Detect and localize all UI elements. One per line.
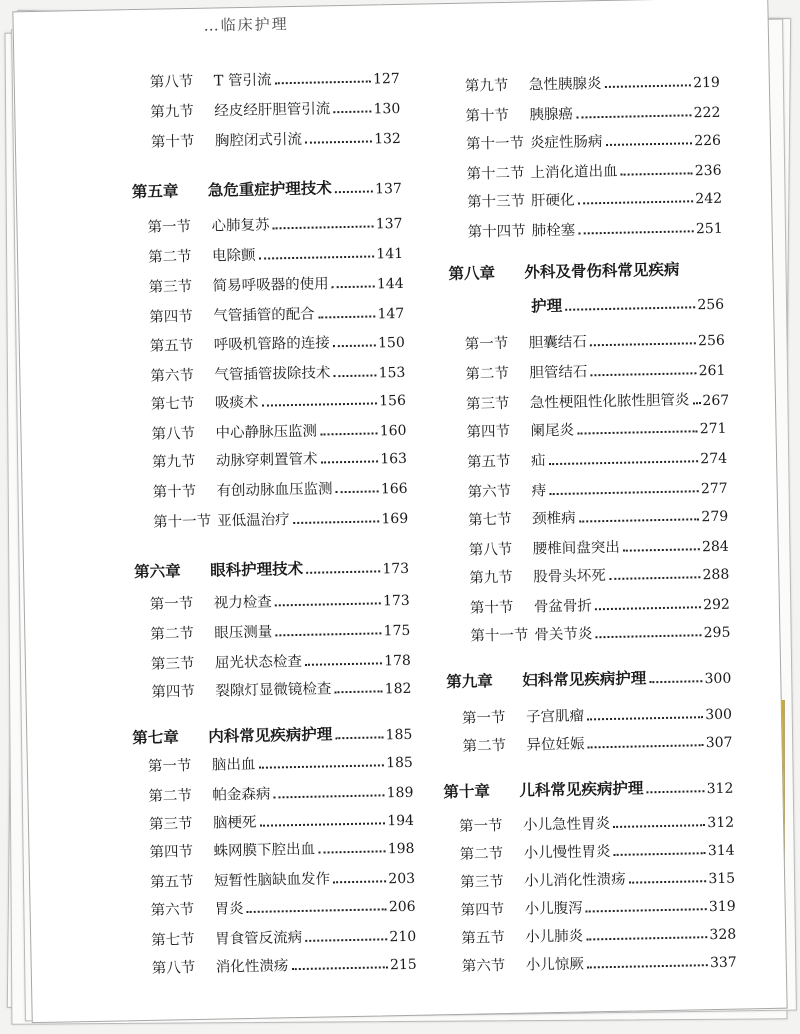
toc-chapter-entry: [446, 667, 731, 692]
entry-number: 第九节: [150, 103, 194, 121]
entry-title: 肺栓塞: [531, 222, 576, 240]
entry-number: 第九节: [151, 453, 196, 471]
toc-section-entry: [148, 781, 413, 806]
toc-section-entry: [148, 751, 413, 776]
entry-number: 第四节: [151, 683, 196, 701]
toc-section-entry: [150, 619, 410, 644]
toc-section-entry: [149, 302, 404, 327]
toc-section-entry: [151, 649, 411, 674]
leader-dots: [578, 230, 694, 234]
toc-section-entry: [468, 505, 728, 530]
entry-number: 第八节: [149, 73, 194, 91]
leader-dots: [590, 372, 696, 376]
entry-number: 第十四节: [467, 223, 526, 241]
leader-dots: [259, 255, 375, 259]
entry-number: 第三节: [148, 278, 193, 296]
toc-section-entry: [462, 731, 732, 756]
leader-dots: [565, 306, 695, 311]
entry-page-number: 173: [382, 560, 410, 578]
entry-title: 呼吸机管路的连接: [213, 335, 330, 354]
leader-dots: [336, 490, 379, 493]
entry-page-number: 279: [701, 508, 729, 526]
leader-dots: [260, 822, 386, 826]
entry-page-number: 206: [388, 898, 416, 916]
entry-number: 第三节: [150, 655, 195, 673]
toc-section-entry: [467, 477, 727, 502]
leader-dots: [335, 190, 373, 193]
leader-dots: [595, 606, 701, 610]
toc-section-entry: [470, 621, 730, 646]
toc-section-entry: [151, 419, 406, 444]
entry-page-number: 242: [695, 190, 723, 208]
leader-dots: [576, 114, 692, 118]
toc-chapter-entry: [448, 259, 723, 284]
leader-dots: [318, 315, 376, 318]
entry-title: T 管引流: [213, 72, 272, 90]
entry-title: 急性梗阻性化脓性胆管炎: [529, 392, 690, 412]
entry-title: 内科常见疾病护理: [208, 724, 333, 746]
entry-page-number: 203: [388, 870, 416, 888]
toc-section-entry: [462, 703, 732, 728]
entry-number: 第二节: [462, 738, 507, 755]
entry-title: 经皮经肝胆管引流: [214, 101, 331, 120]
entry-number: 第四节: [460, 902, 505, 919]
entry-page-number: 219: [692, 74, 721, 92]
entry-page-number: 132: [373, 130, 402, 148]
entry-page-number: 137: [375, 215, 403, 233]
entry-number: 第一节: [458, 818, 503, 835]
toc-section-entry: [467, 187, 722, 212]
leader-dots: [613, 824, 705, 828]
leader-dots: [335, 736, 383, 739]
entry-page-number: 288: [702, 566, 730, 584]
entry-title: 痔: [531, 483, 547, 500]
entry-title: 气管插管拔除技术: [214, 365, 331, 384]
entry-title: 小儿腹泻: [524, 900, 583, 918]
entry-page-number: 141: [376, 245, 404, 263]
entry-number: 第十一节: [465, 135, 525, 153]
entry-page-number: 185: [385, 754, 414, 772]
leader-dots: [586, 908, 707, 912]
entry-page-number: 215: [389, 956, 417, 974]
entry-number: 第四节: [149, 308, 193, 326]
entry-number: 第八节: [468, 541, 513, 559]
entry-number: 第一节: [147, 758, 192, 775]
toc-section-entry: [465, 71, 720, 96]
entry-page-number: 163: [380, 450, 408, 468]
leader-dots: [333, 110, 371, 113]
toc-section-entry: [150, 67, 400, 92]
entry-page-number: 261: [698, 362, 726, 380]
entry-title: 胰腺癌: [529, 106, 574, 124]
leader-dots: [305, 140, 372, 143]
toc-section-entry: [466, 129, 721, 154]
entry-number: 第十三节: [466, 193, 526, 211]
entry-number: 第九节: [464, 77, 509, 95]
entry-number: 第六节: [150, 902, 195, 919]
leader-dots: [273, 225, 374, 229]
entry-number: 第六节: [467, 483, 512, 501]
entry-number: 第十节: [150, 133, 195, 151]
leader-dots: [623, 548, 700, 551]
entry-title: 阑尾炎: [530, 422, 575, 440]
leader-dots: [275, 80, 372, 84]
entry-page-number: 194: [387, 812, 415, 830]
toc-chapter-entry: [134, 557, 409, 582]
leader-dots: [275, 602, 381, 606]
entry-number: 第二节: [147, 248, 192, 266]
entry-page-number: 222: [693, 104, 721, 122]
toc-section-entry: [153, 507, 408, 532]
entry-title: 腰椎间盘突出: [532, 539, 620, 558]
entry-number: 第九章: [446, 671, 493, 692]
toc-chapter-entry: [132, 723, 412, 748]
leader-dots: [578, 200, 694, 204]
entry-page-number: 127: [372, 70, 400, 88]
entry-title: 骨盆骨折: [533, 598, 593, 616]
toc-section-entry: [469, 563, 729, 588]
entry-number: 第五节: [461, 930, 505, 947]
leader-dots: [588, 744, 704, 748]
leader-dots: [587, 716, 703, 720]
entry-page-number: 160: [379, 422, 407, 440]
entry-title: 上消化道出血: [530, 163, 618, 182]
toc-section-entry: [151, 127, 401, 152]
entry-page-number: 178: [384, 652, 412, 670]
entry-number: 第六节: [461, 958, 506, 975]
entry-number: 第二节: [150, 625, 194, 643]
toc-chapter-entry-continued: [525, 293, 724, 317]
leader-dots: [577, 430, 698, 434]
entry-title: 简易呼吸器的使用: [212, 276, 329, 295]
toc-section-entry: [460, 867, 735, 892]
leader-dots: [305, 938, 387, 942]
entry-page-number: 337: [709, 954, 737, 972]
entry-page-number: 256: [697, 296, 725, 314]
entry-title: 急危重症护理技术: [207, 178, 332, 200]
entry-title: 中心静脉压监测: [215, 423, 318, 442]
entry-number: 第五章: [131, 181, 179, 202]
entry-number: 第三节: [460, 874, 504, 891]
entry-number: 第五节: [149, 337, 194, 355]
entry-title: 眼科护理技术: [209, 558, 304, 580]
entry-page-number: 267: [702, 392, 730, 410]
leader-dots: [614, 852, 706, 856]
toc-section-entry: [150, 589, 410, 614]
entry-title: 肝硬化: [530, 192, 575, 210]
toc-section-entry: [459, 811, 734, 836]
entry-page-number: 307: [705, 734, 733, 752]
entry-title: 裂隙灯显微镜检查: [215, 681, 332, 700]
entry-title: 小儿肺炎: [525, 928, 584, 946]
entry-page-number: 153: [378, 364, 406, 382]
toc-section-entry: [150, 361, 405, 386]
entry-page-number: 147: [377, 305, 405, 323]
entry-number: 第五节: [466, 453, 511, 471]
entry-title: 股骨头坏死: [533, 568, 606, 586]
leader-dots: [333, 374, 376, 377]
entry-title: 异位妊娠: [526, 736, 585, 754]
toc-section-entry: [151, 389, 406, 414]
entry-page-number: 189: [386, 784, 414, 802]
leader-dots: [273, 794, 384, 798]
entry-number: 第一节: [147, 218, 192, 236]
entry-title: 有创动脉血压监测: [216, 481, 333, 500]
leader-dots: [649, 680, 702, 683]
entry-page-number: 226: [694, 132, 722, 150]
leader-dots: [586, 936, 707, 940]
entry-number: 第九节: [469, 569, 513, 587]
leader-dots: [332, 285, 375, 288]
entry-number: 第七节: [150, 395, 195, 413]
entry-number: 第三节: [148, 816, 193, 833]
leader-dots: [293, 520, 380, 524]
entry-number: 第一节: [461, 710, 506, 727]
entry-number: 第十章: [443, 781, 491, 802]
running-header: …临床护理: [203, 15, 289, 35]
entry-title: 炎症性肠病: [529, 134, 603, 152]
toc-section-entry: [150, 867, 415, 892]
entry-page-number: 312: [707, 814, 735, 832]
entry-page-number: 173: [382, 592, 410, 610]
leader-dots: [258, 764, 384, 768]
entry-title: 心肺复苏: [211, 217, 270, 235]
leader-dots: [305, 662, 382, 665]
entry-title: 眼压测量: [214, 624, 273, 642]
entry-number: 第八章: [448, 263, 496, 284]
entry-page-number: 130: [373, 100, 401, 118]
toc-page: [12, 0, 787, 1023]
entry-number: 第七章: [132, 727, 180, 748]
entry-title: 小儿慢性胃炎: [523, 844, 611, 862]
entry-number: 第十节: [469, 599, 514, 617]
entry-page-number: 315: [708, 870, 736, 888]
toc-section-entry: [465, 101, 720, 126]
toc-section-entry: [150, 331, 405, 356]
entry-page-number: 198: [387, 840, 415, 858]
toc-section-entry: [466, 159, 721, 184]
toc-section-entry: [465, 359, 725, 384]
entry-title: 子宫肌瘤: [525, 708, 585, 726]
entry-title: 脑出血: [211, 756, 256, 774]
entry-page-number: 295: [703, 624, 731, 642]
toc-chapter-entry: [443, 777, 733, 803]
toc-section-entry: [152, 953, 417, 978]
entry-page-number: 328: [709, 926, 737, 944]
entry-title: 急性胰腺炎: [528, 76, 602, 94]
toc-section-entry: [151, 925, 416, 950]
entry-title: 消化性溃疡: [215, 958, 289, 976]
entry-page-number: 284: [701, 538, 729, 556]
leader-dots: [549, 490, 699, 495]
leader-dots: [609, 576, 701, 580]
entry-title: 胃食管反流病: [215, 929, 303, 948]
entry-page-number: 175: [383, 622, 411, 640]
entry-title: 儿科常见疾病护理: [519, 778, 644, 800]
leader-dots: [579, 518, 700, 522]
leader-dots: [604, 84, 691, 88]
entry-title: 屈光状态检查: [214, 653, 303, 672]
entry-number: 第八节: [151, 425, 196, 443]
entry-page-number: 319: [708, 898, 736, 916]
toc-section-entry: [459, 839, 734, 864]
entry-page-number: 300: [705, 706, 733, 724]
toc-section-entry: [461, 923, 736, 948]
entry-page-number: 144: [376, 275, 404, 293]
entry-title: 亚低温治疗: [217, 512, 290, 530]
entry-page-number: 210: [389, 928, 417, 946]
entry-title: 视力检查: [213, 594, 272, 612]
entry-page-number: 271: [699, 420, 727, 438]
entry-title: 动脉穿刺置管术: [215, 451, 318, 470]
entry-title: 短暂性脑缺血发作: [213, 871, 331, 890]
entry-number: 第一节: [149, 595, 194, 613]
toc-section-entry: [152, 477, 407, 502]
entry-page-number: 274: [700, 450, 728, 468]
toc-section-entry: [460, 895, 735, 920]
entry-page-number: 182: [384, 680, 412, 698]
toc-section-entry: [150, 97, 400, 122]
entry-page-number: 312: [706, 780, 734, 798]
toc-section-entry: [149, 837, 414, 862]
entry-page-number: 236: [694, 162, 722, 180]
entry-number: 第十节: [465, 107, 510, 125]
toc-section-entry: [150, 895, 415, 920]
entry-number: 第十一节: [153, 513, 212, 531]
toc-section-entry: [462, 951, 737, 976]
leader-dots: [247, 908, 387, 913]
toc-section-entry: [469, 535, 729, 560]
entry-title: 帕金森病: [212, 786, 271, 804]
entry-page-number: 277: [700, 480, 728, 498]
leader-dots: [549, 460, 699, 465]
leader-dots: [333, 880, 386, 883]
toc-section-entry: [465, 389, 730, 414]
entry-title: 胸腔闭式引流: [214, 131, 303, 150]
leader-dots: [334, 690, 382, 693]
entry-title: 颈椎病: [532, 510, 576, 528]
toc-section-entry: [151, 677, 411, 702]
toc-section-entry: [467, 217, 722, 242]
leader-dots: [621, 172, 693, 175]
entry-page-number: 292: [702, 596, 731, 614]
entry-number: 第六章: [133, 561, 181, 582]
entry-number: 第四节: [149, 844, 194, 861]
toc-section-entry: [467, 447, 727, 472]
entry-page-number: 185: [385, 726, 413, 744]
toc-section-entry: [149, 809, 414, 834]
leader-dots: [333, 344, 376, 347]
entry-title: 气管插管的配合: [213, 306, 315, 325]
entry-page-number: 314: [707, 842, 735, 860]
entry-title: 小儿消化性溃疡: [524, 871, 626, 890]
entry-number: 第二节: [459, 846, 504, 863]
entry-number: 第三节: [465, 395, 510, 413]
entry-number: 第二节: [148, 788, 193, 805]
leader-dots: [590, 342, 696, 346]
entry-number: 第十一节: [470, 627, 529, 645]
entry-title: 胆囊结石: [528, 334, 587, 352]
leader-dots: [587, 964, 708, 968]
entry-page-number: 156: [379, 392, 407, 410]
toc-section-entry: [470, 593, 730, 618]
entry-title: 骨关节炎: [534, 626, 593, 644]
toc-section-entry: [152, 447, 407, 472]
toc-right-column: [418, 0, 737, 975]
entry-title: 疝: [530, 453, 546, 470]
entry-title: 小儿急性胃炎: [522, 816, 611, 834]
entry-title: 妇科常见疾病护理: [522, 668, 647, 690]
leader-dots: [275, 632, 381, 636]
entry-title: 电除颤: [211, 247, 256, 265]
toc-section-entry: [147, 212, 402, 237]
leader-dots: [291, 966, 388, 970]
entry-title-continued: 护理: [530, 295, 563, 316]
toc-chapter-entry: [132, 177, 402, 202]
entry-title: 胆管结石: [529, 364, 588, 382]
entry-title: 吸痰术: [214, 394, 259, 412]
entry-page-number: 169: [381, 510, 409, 528]
leader-dots: [629, 880, 707, 883]
entry-page-number: 150: [377, 334, 405, 352]
toc-section-entry: [465, 329, 725, 354]
entry-number: 第七节: [151, 932, 195, 949]
leader-dots: [606, 142, 693, 146]
entry-title: 蛛网膜下腔出血: [213, 841, 316, 860]
entry-title: 小儿惊厥: [525, 956, 584, 974]
entry-number: 第十二节: [466, 165, 525, 183]
leader-dots: [321, 460, 379, 463]
entry-title: 外科及骨伤科常见疾病: [524, 259, 680, 282]
leader-dots: [261, 402, 377, 406]
entry-number: 第十节: [152, 483, 197, 501]
entry-number: 第四节: [466, 423, 511, 441]
leader-dots: [646, 790, 704, 793]
toc-section-entry: [148, 242, 403, 267]
leader-dots: [595, 634, 701, 638]
entry-number: 第八节: [151, 960, 196, 977]
toc-section-entry: [148, 272, 403, 297]
entry-number: 第七节: [468, 511, 512, 529]
entry-title: 脑梗死: [212, 814, 257, 832]
leader-dots: [306, 570, 380, 573]
entry-number: 第一节: [464, 335, 509, 353]
entry-number: 第五节: [149, 874, 194, 891]
entry-page-number: 137: [374, 180, 402, 198]
entry-page-number: 300: [704, 670, 732, 688]
entry-number: 第六节: [150, 367, 195, 385]
entry-page-number: 256: [697, 332, 725, 350]
entry-number: 第二节: [465, 365, 510, 383]
toc-section-entry: [466, 417, 726, 442]
entry-page-number: 166: [380, 480, 408, 498]
leader-dots: [318, 850, 386, 853]
leader-dots: [692, 402, 700, 404]
leader-dots: [320, 432, 378, 435]
entry-title: 胃炎: [214, 901, 244, 918]
entry-page-number: 251: [695, 220, 723, 238]
